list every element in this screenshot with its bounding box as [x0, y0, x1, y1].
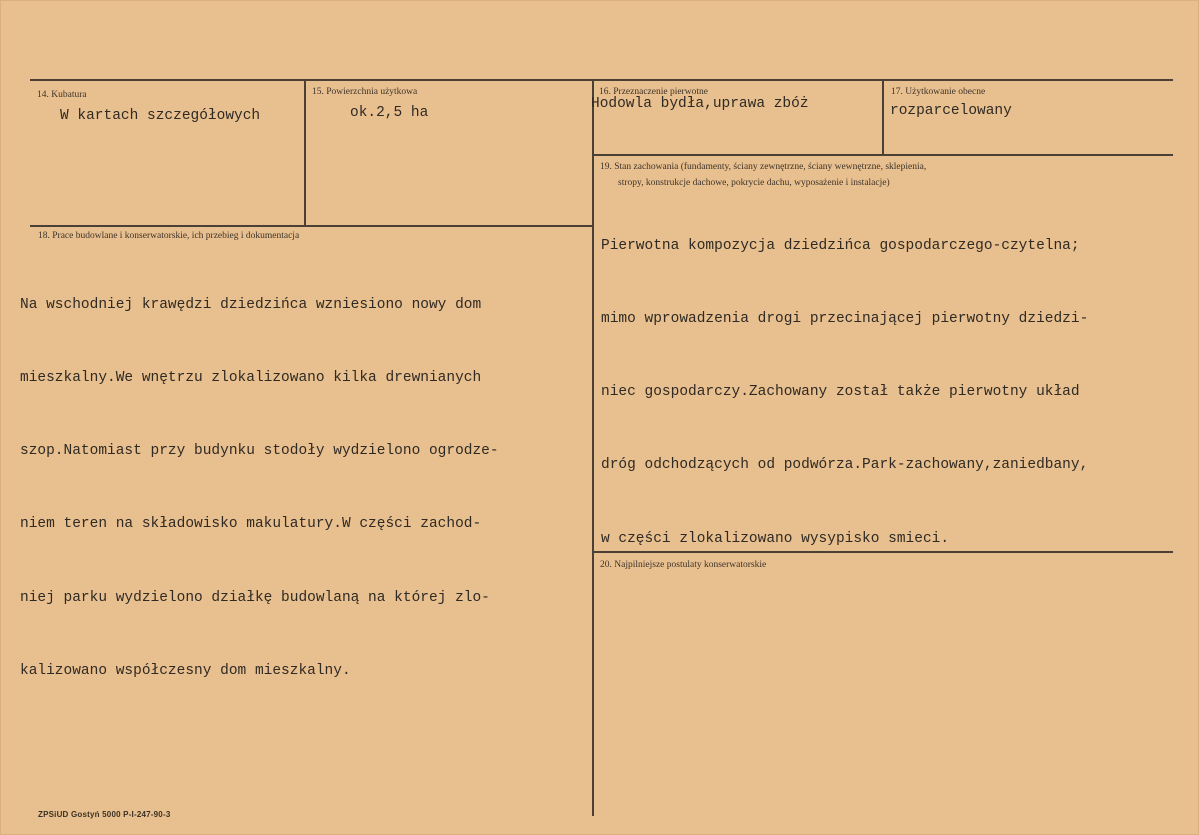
field-17-value: rozparcelowany [890, 103, 1012, 119]
field-15-label: 15. Powierzchnia użytkowa [312, 87, 418, 97]
field-19-text [601, 185, 1088, 600]
main-divider [592, 80, 594, 816]
field-18-label: 18. Prace budowlane i konserwatorskie, ich przebieg i dokumentacja [38, 231, 300, 241]
text-line: mimo wprowadzenia drogi przecinającej pierwotny dziedzi- [601, 311, 1089, 328]
field-14-label: 14. Kubatura [37, 90, 87, 100]
field-19-label-line2: stropy, konstrukcje dachowe, pokrycie dachu, wyposażenie i instalacje) [618, 178, 890, 188]
text-line: szop.Natomiast przy budynku stodoły wydzielono ogrodze- [20, 443, 499, 460]
field-16-label: 16. Przeznaczenie pierwotne [599, 87, 708, 97]
rule-16-17-bottom [594, 154, 1173, 156]
text-line: w części zlokalizowano wysypisko smieci. [601, 530, 950, 547]
field-20-label: 20. Najpilniejsze postulaty konserwatorskie [600, 560, 767, 570]
text-line: Pierwotna kompozycja dziedzińca gospodarczego-czytelna; [601, 237, 1080, 254]
rule-18-top [30, 225, 593, 227]
text-line: niej parku wydzielono działkę budowlaną na której zlo- [20, 589, 490, 606]
field-19-label-line1: 19. Stan zachowania (fundamenty, ściany zewnętrzne, ściany wewnętrzne, sklepienia, [600, 162, 927, 172]
divider-14-15 [304, 80, 306, 225]
text-line: Na wschodniej krawędzi dziedzińca wzniesiono nowy dom [20, 296, 482, 313]
field-18-text [20, 244, 499, 732]
print-footer: ZPSiUD Gostyń 5000 P-I-247-90-3 [38, 810, 171, 819]
text-line: niec gospodarczy.Zachowany został także pierwotny układ [601, 384, 1080, 401]
divider-16-17 [882, 80, 884, 155]
field-16-value: Hodowla bydła,uprawa zbóż [591, 96, 809, 112]
field-15-value: ok.2,5 ha [350, 105, 429, 121]
field-14-value: W kartach szczegółowych [60, 108, 261, 124]
text-line: kalizowano współczesny dom mieszkalny. [20, 662, 351, 679]
top-rule [30, 79, 1173, 81]
text-line: dróg odchodzących od podwórza.Park-zachowany,zaniedbany, [601, 457, 1089, 474]
field-17-label: 17. Użytkowanie obecne [891, 87, 986, 97]
text-line: niem teren na składowisko makulatury.W części zachod- [20, 516, 482, 533]
text-line: mieszkalny.We wnętrzu zlokalizowano kilka drewnianych [20, 370, 482, 387]
